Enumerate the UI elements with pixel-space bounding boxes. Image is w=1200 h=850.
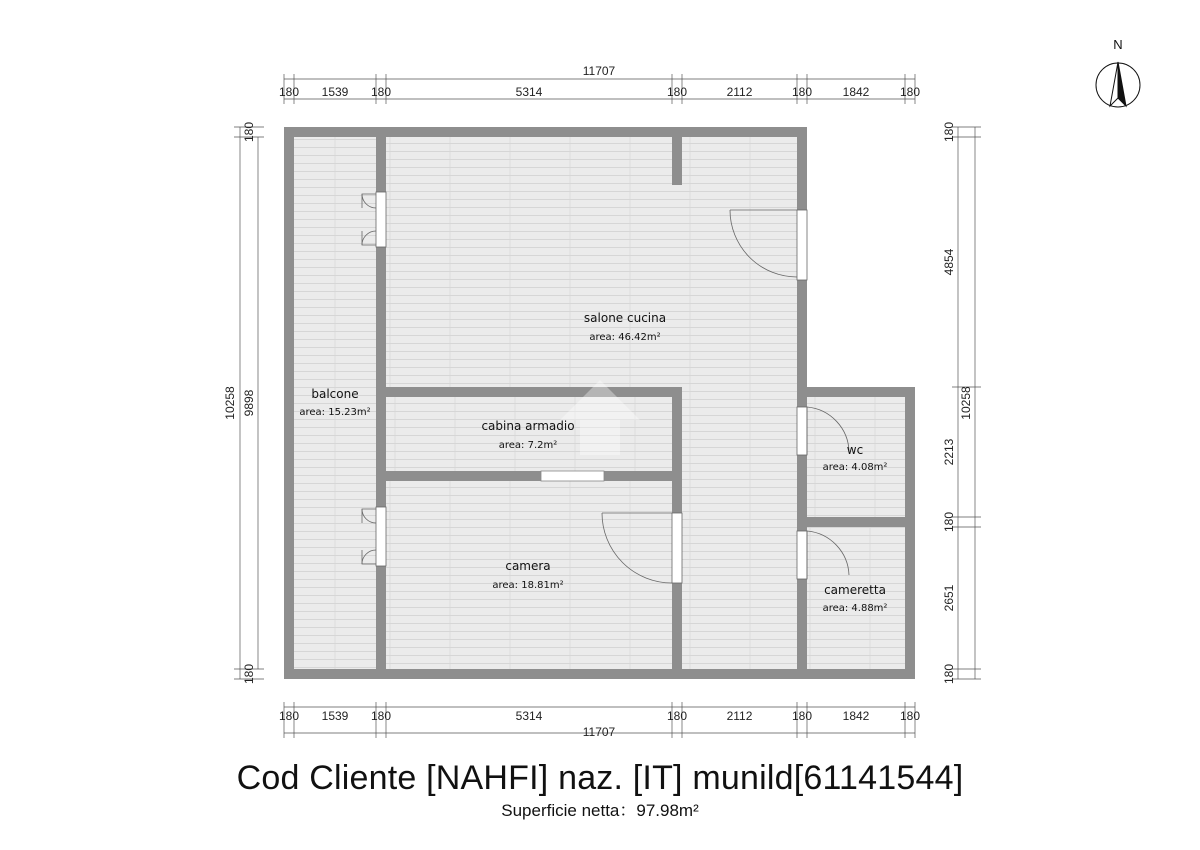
room-area-wc: area: 4.08m² bbox=[822, 462, 888, 473]
room-name-cameretta: cameretta bbox=[824, 583, 886, 597]
room-name-salone: salone cucina bbox=[583, 311, 667, 325]
dim-label-left-outer: 10258 bbox=[223, 386, 237, 420]
dim-label-top: 1539 bbox=[321, 85, 349, 99]
room-name-wc: wc bbox=[846, 443, 864, 457]
dim-label-bottom: 5314 bbox=[515, 709, 543, 723]
floor-balcone bbox=[294, 137, 376, 669]
dim-label-right-outer: 10258 bbox=[959, 386, 973, 420]
floor-camera bbox=[386, 481, 672, 669]
room-area-camera: area: 18.81m² bbox=[492, 580, 564, 591]
dim-label-bottom: 1539 bbox=[321, 709, 349, 723]
room-area-salone: area: 46.42m² bbox=[589, 332, 661, 343]
cabina-opening bbox=[541, 471, 604, 481]
floor-cameretta bbox=[807, 527, 905, 669]
dim-label-top: 2112 bbox=[726, 85, 753, 99]
room-area-balcone: area: 15.23m² bbox=[299, 407, 371, 418]
dim-label-bottom: 180 bbox=[666, 709, 688, 723]
north-label: N bbox=[1113, 37, 1123, 52]
dim-label-right: 180 bbox=[942, 121, 956, 143]
dim-label-top: 180 bbox=[791, 85, 813, 99]
dim-label-left-inner: 9898 bbox=[242, 389, 256, 417]
floor-salone bbox=[386, 137, 797, 387]
dim-label-bottom: 180 bbox=[370, 709, 392, 723]
dim-label-left-bottom: 180 bbox=[242, 663, 256, 685]
dim-label-right: 2651 bbox=[942, 584, 956, 612]
dim-label-top: 1842 bbox=[842, 85, 870, 99]
dim-label-right: 4854 bbox=[942, 248, 956, 276]
dim-label-top: 180 bbox=[899, 85, 921, 99]
plan-subtitle: Superficie netta：97.98m² bbox=[501, 801, 699, 820]
room-name-balcone: balcone bbox=[311, 387, 359, 401]
dim-label-top-total: 11707 bbox=[582, 64, 616, 78]
floor-cabina bbox=[386, 397, 672, 471]
dim-label-top: 180 bbox=[370, 85, 392, 99]
dim-label-bottom-total: 11707 bbox=[582, 725, 616, 739]
dim-label-right: 180 bbox=[942, 511, 956, 533]
dim-label-bottom: 2112 bbox=[726, 709, 753, 723]
room-area-cabina: area: 7.2m² bbox=[498, 440, 558, 451]
dim-label-bottom: 180 bbox=[899, 709, 921, 723]
dim-label-right: 180 bbox=[942, 663, 956, 685]
dim-label-right: 2213 bbox=[942, 438, 956, 466]
room-name-camera: camera bbox=[505, 559, 551, 573]
dim-label-left-top: 180 bbox=[242, 121, 256, 143]
plan-title: Cod Cliente [NAHFI] naz. [IT] munild[61141544] bbox=[236, 759, 964, 797]
floor-wc bbox=[807, 397, 905, 517]
floor-salone-corridor bbox=[682, 387, 797, 669]
dim-label-bottom: 180 bbox=[791, 709, 813, 723]
dim-label-top: 180 bbox=[278, 85, 300, 99]
room-area-cameretta: area: 4.88m² bbox=[822, 603, 888, 614]
dim-label-bottom: 1842 bbox=[842, 709, 870, 723]
room-name-cabina: cabina armadio bbox=[481, 419, 575, 433]
dim-label-bottom: 180 bbox=[278, 709, 300, 723]
title-block bbox=[0, 756, 1200, 822]
dim-label-top: 180 bbox=[666, 85, 688, 99]
dim-label-top: 5314 bbox=[515, 85, 543, 99]
north-arrow-icon bbox=[1096, 37, 1140, 107]
